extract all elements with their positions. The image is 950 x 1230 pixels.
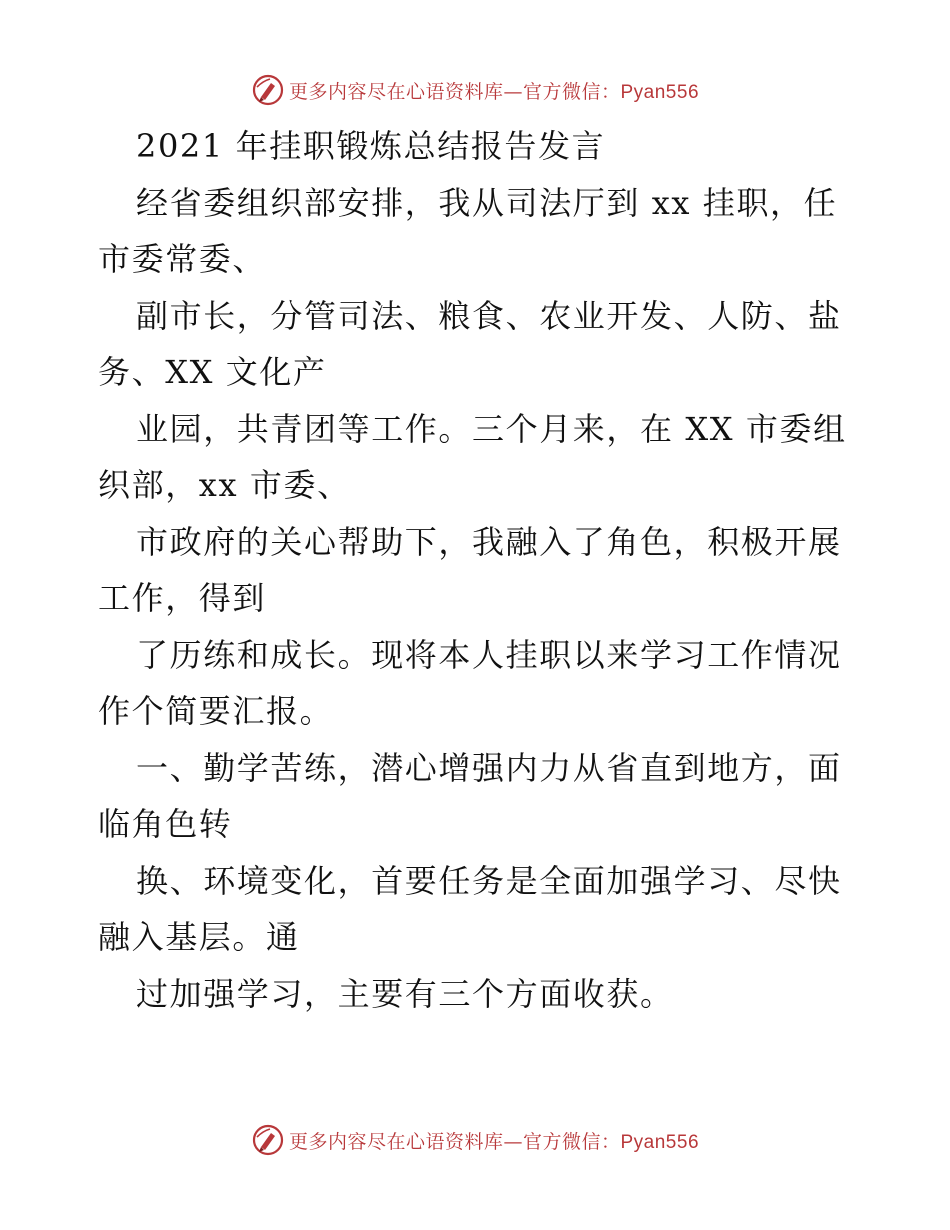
paragraph-line: 经省委组织部安排，我从司法厅到 xx 挂职，任 — [136, 183, 838, 222]
paragraph-line: 市政府的关心帮助下，我融入了角色，积极开展 — [136, 522, 842, 561]
wechat-id: Pyan556 — [620, 1131, 700, 1153]
paragraph-line: 了历练和成长。现将本人挂职以来学习工作情况 — [136, 635, 842, 674]
banner-text: 更多内容尽在心语资料库—官方微信：Pyan556 — [288, 1130, 700, 1153]
paragraph-line: 务、XX 文化产 — [98, 353, 327, 391]
banner-text: 更多内容尽在心语资料库—官方微信：Pyan556 — [288, 80, 700, 103]
paragraph-line: 业园，共青团等工作。三个月来，在 XX 市委组 — [136, 409, 847, 448]
section-heading-line: 一、勤学苦练，潜心增强内力从省直到地方，面 — [136, 748, 842, 787]
wechat-id: Pyan556 — [620, 81, 700, 103]
paragraph-line: 副市长，分管司法、粮食、农业开发、人防、盐 — [136, 296, 842, 335]
paragraph-line: 作个简要汇报。 — [98, 692, 334, 730]
footer-banner — [0, 1120, 950, 1160]
paragraph-line: 市委常委、 — [98, 240, 267, 278]
paragraph-line: 织部，xx 市委、 — [98, 466, 351, 504]
paragraph-line: 融入基层。通 — [98, 918, 300, 956]
header-banner — [0, 70, 950, 110]
paragraph-line: 换、环境变化，首要任务是全面加强学习、尽快 — [136, 861, 842, 900]
doc-title: 2021 年挂职锻炼总结报告发言 — [136, 127, 606, 165]
paragraph-line: 工作，得到 — [98, 579, 267, 617]
paragraph-line: 过加强学习，主要有三个方面收获。 — [136, 974, 674, 1013]
pen-logo-icon — [251, 73, 285, 107]
document-body — [98, 118, 858, 1022]
pen-logo-icon — [251, 1123, 285, 1157]
paragraph-line: 临角色转 — [98, 805, 233, 843]
